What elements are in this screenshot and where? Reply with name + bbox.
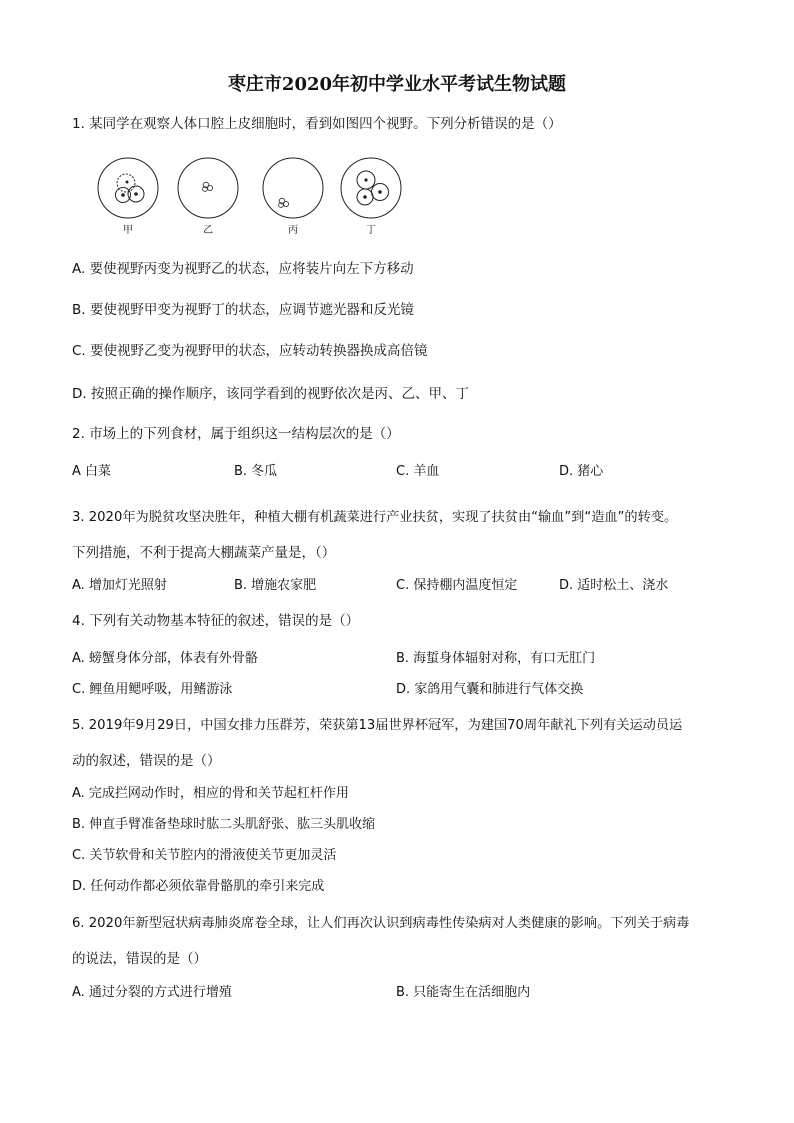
q2-option-b: B. 冬瓜 bbox=[234, 464, 278, 479]
q1-option-b: B. 要使视野甲变为视野丁的状态，应调节遮光器和反光镜 bbox=[72, 302, 414, 318]
q6-option-a: A. 通过分裂的方式进行增殖 bbox=[72, 985, 232, 1000]
q5-option-a: A. 完成拦网动作时，相应的骨和关节起杠杆作用 bbox=[72, 786, 349, 801]
q1-option-c: C. 要使视野乙变为视野甲的状态，应转动转换器换成高倍镜 bbox=[72, 343, 428, 359]
q2-option-d: D. 猪心 bbox=[559, 464, 604, 479]
q1-stem: 1. 某同学在观察人体口腔上皮细胞时，看到如图四个视野。下列分析错误的是（） bbox=[72, 116, 562, 132]
q3-option-c: C. 保持棚内温度恒定 bbox=[396, 578, 518, 593]
q4-stem: 4. 下列有关动物基本特征的叙述，错误的是（） bbox=[72, 613, 360, 629]
q5-option-d: D. 任何动作都必须依靠骨骼肌的牵引来完成 bbox=[72, 879, 325, 894]
field-bing bbox=[263, 158, 323, 218]
q2-option-a: A 白菜 bbox=[72, 464, 112, 479]
fig-label-jia: 甲 bbox=[123, 225, 133, 236]
q5-stem-line1: 5. 2019年9月29日，中国女排力压群芳，荣获第13届世界杯冠军，为建国70周年献礼下列有关运动员运 bbox=[72, 718, 683, 733]
q3-stem-line2: 下列措施，不利于提高大棚蔬菜产量是，（） bbox=[72, 545, 336, 561]
q3-stem-line1: 3. 2020年为脱贫攻坚决胜年，种植大棚有机蔬菜进行产业扶贫，实现了扶贫由“输血”到“造血”的转变。 bbox=[72, 510, 678, 525]
q1-option-d: D. 按照正确的操作顺序，该同学看到的视野依次是丙、乙、甲、丁 bbox=[72, 386, 469, 402]
q5-option-b: B. 伸直手臂准备垫球时肱二头肌舒张、肱三头肌收缩 bbox=[72, 817, 376, 832]
q4-option-b: B. 海蜇身体辐射对称，有口无肛门 bbox=[396, 651, 596, 666]
q2-option-c: C. 羊血 bbox=[396, 464, 440, 479]
q6-stem-line1: 6. 2020年新型冠状病毒肺炎席卷全球，让人们再次认识到病毒性传染病对人类健康的影响。下列关于病毒 bbox=[72, 916, 690, 931]
q1-figure bbox=[90, 154, 410, 244]
q3-option-b: B. 增施农家肥 bbox=[234, 578, 317, 593]
q6-stem-line2: 的说法，错误的是（） bbox=[72, 951, 207, 967]
q4-option-c: C. 鲤鱼用鳃呼吸，用鳍游泳 bbox=[72, 682, 233, 697]
q5-option-c: C. 关节软骨和关节腔内的滑液使关节更加灵活 bbox=[72, 848, 337, 863]
q6-option-b: B. 只能寄生在活细胞内 bbox=[396, 985, 531, 1000]
field-jia bbox=[98, 158, 158, 218]
q5-stem-line2: 动的叙述，错误的是（） bbox=[72, 753, 221, 769]
page-title: 枣庄市2020年初中学业水平考试生物试题 bbox=[227, 74, 567, 95]
q4-option-a: A. 螃蟹身体分部，体表有外骨骼 bbox=[72, 651, 258, 666]
microscope-fields-figure bbox=[90, 154, 410, 244]
fig-label-bing: 丙 bbox=[288, 225, 298, 236]
field-ding bbox=[341, 158, 401, 218]
field-yi bbox=[178, 158, 238, 218]
q4-option-d: D. 家鸽用气囊和肺进行气体交换 bbox=[396, 682, 584, 697]
q1-option-a: A. 要使视野丙变为视野乙的状态，应将装片向左下方移动 bbox=[72, 261, 414, 277]
fig-label-yi: 乙 bbox=[203, 225, 213, 236]
q2-stem: 2. 市场上的下列食材，属于组织这一结构层次的是（） bbox=[72, 426, 400, 442]
q3-option-d: D. 适时松土、浇水 bbox=[559, 578, 669, 593]
q3-option-a: A. 增加灯光照射 bbox=[72, 578, 167, 593]
fig-label-ding: 丁 bbox=[366, 225, 376, 236]
